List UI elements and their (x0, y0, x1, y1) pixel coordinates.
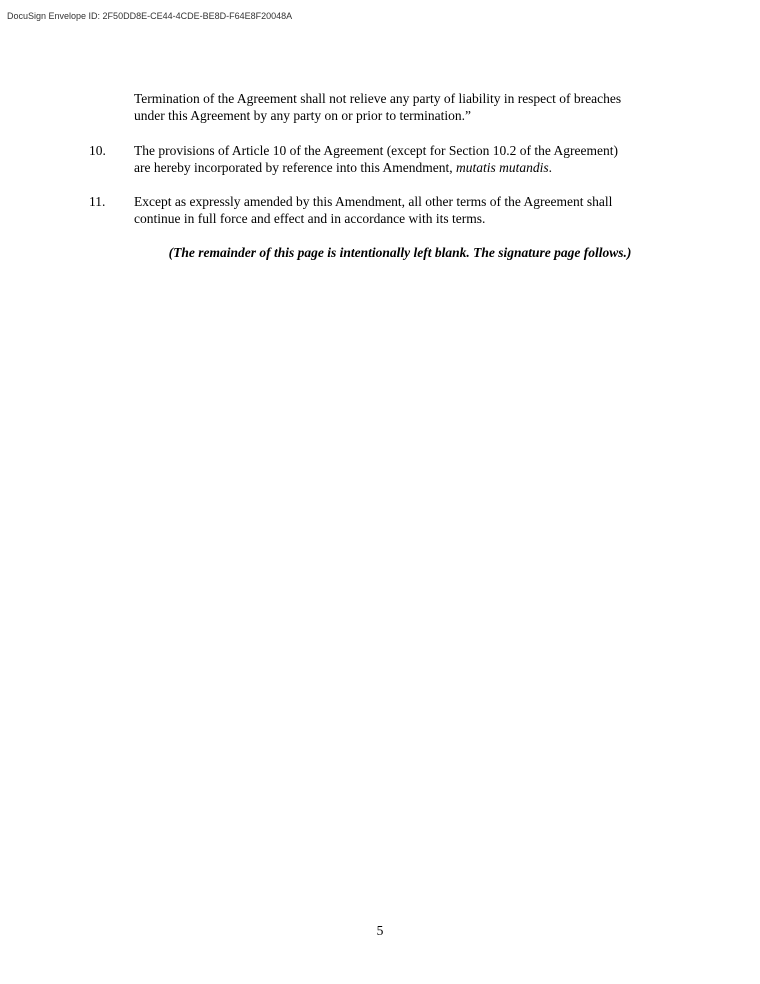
paragraph-line: under this Agreement by any party on or prior to termination.” (134, 108, 472, 123)
clause-text: are hereby incorporated by reference into this Amendment, (134, 160, 456, 175)
clause-11-paragraph (134, 193, 674, 227)
docusign-envelope-id: DocuSign Envelope ID: 2F50DD8E-CE44-4CDE-BE8D-F64E8F20048A (7, 11, 293, 21)
clause-number: 11. (89, 194, 106, 209)
clause-10-paragraph (134, 142, 674, 176)
paragraph-line: continue in full force and effect and in accordance with its terms. (134, 211, 486, 226)
clause-punctuation: . (548, 160, 553, 175)
paragraph-line: Except as expressly amended by this Amendment, all other terms of the Agreement shall (134, 194, 613, 209)
paragraph-line: Termination of the Agreement shall not relieve any party of liability in respect of breaches (134, 91, 622, 106)
latin-phrase: mutatis mutandis (456, 160, 549, 175)
termination-continuation-paragraph (134, 90, 674, 124)
paragraph-line: The provisions of Article 10 of the Agreement (except for Section 10.2 of the Agreement) (134, 143, 618, 158)
paragraph-line (134, 159, 674, 176)
blank-page-notice: (The remainder of this page is intentionally left blank. The signature page follows.) (168, 245, 632, 260)
clause-number: 10. (89, 143, 106, 158)
page-number: 5 (376, 923, 384, 938)
